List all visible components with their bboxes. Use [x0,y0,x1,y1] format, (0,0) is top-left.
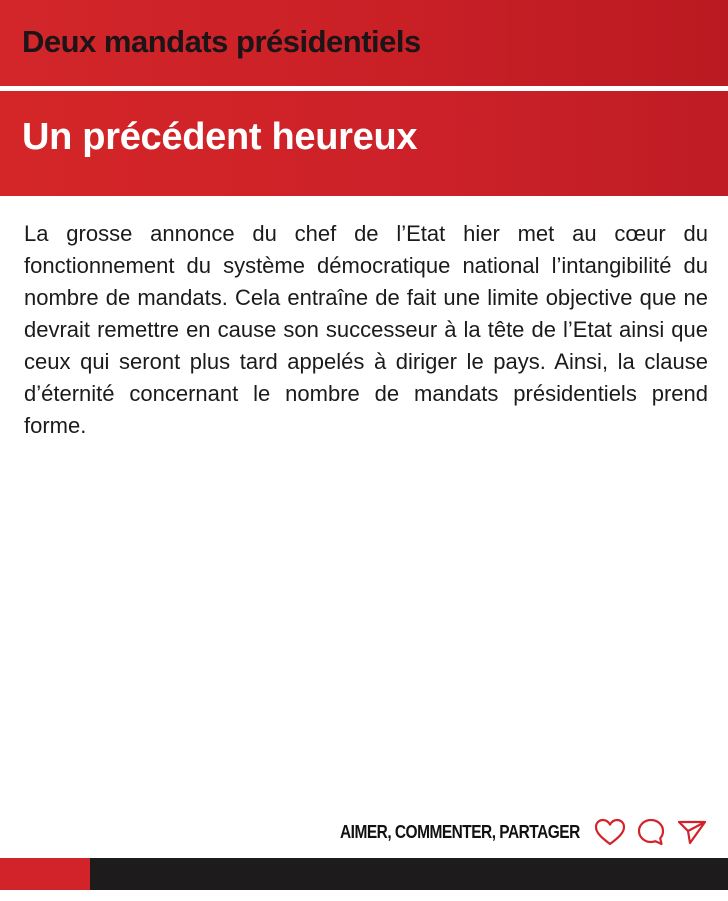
footer-accent [0,858,90,890]
comment-icon[interactable] [636,817,666,847]
send-icon[interactable] [676,817,708,847]
header-kicker: Deux mandats présidentiels [22,24,421,59]
footer-bar [0,858,728,890]
social-actions-label: AIMER, COMMENTER, PARTAGER [340,821,580,842]
title-band [0,91,728,196]
social-actions [301,816,708,848]
article-body: La grosse annonce du chef de l’Etat hier met au cœur du fonctionnement du système démocratique national l’intangibilité du nombre de mandats. Cela entraîne de fait une limite objective que ne devrait remettre en cause son successeur à la tête de l’Etat ainsi que ceux qui seront plus tard appelés à diriger le pays. Ainsi, la clause d’éternité concernant le nombre de mandats présidentiels prend forme. [24,221,708,438]
page-title: Un précédent heureux [22,116,418,158]
footer-strip [90,858,728,890]
heart-icon[interactable] [594,818,626,846]
header-band [0,0,728,86]
